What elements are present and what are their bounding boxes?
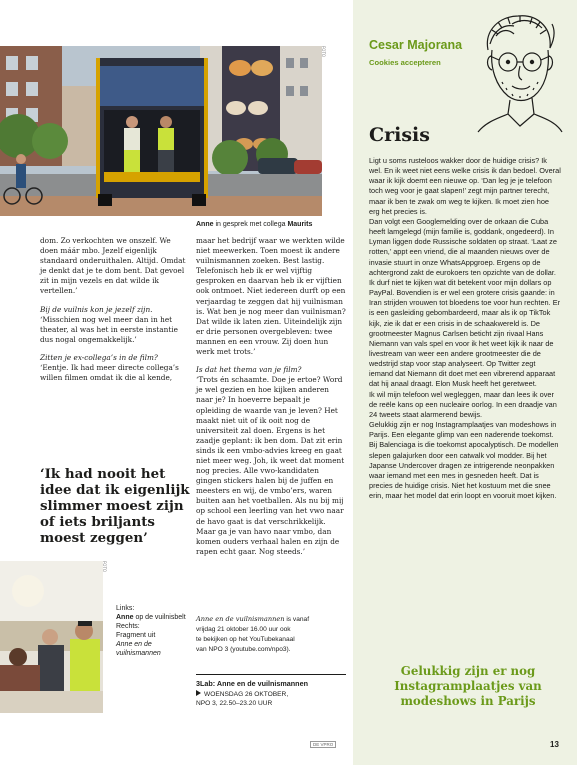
- body-column-middle: [196, 236, 346, 557]
- canteen-photo: [0, 561, 103, 713]
- publisher-mark: DE VPRO: [310, 741, 336, 748]
- film-title: Anne en de vuilnismannen: [196, 615, 285, 623]
- interview-question: Zitten je ex-collega’s in de film?: [40, 352, 158, 362]
- paragraph: ‘Misschien nog wel meer dan in het theater, al was het in eerste instantie dus nogal ongemakkelijk.’: [40, 314, 178, 344]
- photo-credit: FOTO: [102, 561, 107, 573]
- pull-quote: ‘Ik had nooit het idee dat ik eigenlijk slimmer moest zijn of iets briljants moest zeggen’: [40, 466, 190, 546]
- body-column-left: [40, 236, 190, 383]
- column-title: Crisis: [369, 124, 430, 146]
- broadcast-title: 3Lab: Anne en de vuilnismannen: [196, 679, 308, 688]
- viewing-text: is vanaf: [284, 616, 310, 623]
- paragraph: ‘Eentje. Ik had meer directe collega’s willen filmen omdat ik die al kende,: [40, 363, 179, 383]
- column-paragraph: Dan volgt een Googlemelding over de orkaan die Cuba heeft lamgelegd (mijn familie is, goddank, ongedeerd). In Lyman liggen dode Russische soldaten op straat. ‘Laat ze rotten,’ appt een vriend, die al maanden nieuws over de invasie stuurt in onze WhatsAppgroep. Ergens op de achtergrond zakt de eurokoers ten opzichte van de dollar.: [369, 216, 557, 277]
- viewing-text: van NPO 3 (youtube.com/npo3).: [196, 646, 291, 653]
- interview-question: Is dat het thema van je film?: [196, 365, 302, 375]
- caption-label-left: Links:: [116, 605, 135, 612]
- column-pull-quote: Gelukkig zijn er nog Instagramplaatjes van modeshows in Parijs: [394, 664, 542, 708]
- viewing-text: te bekijken op het YouTubekanaal: [196, 636, 295, 643]
- paragraph: dom. Zo verkochten we onszelf. We doen máár mbo. Jezelf eigenlijk standaard onderuithalen. Altijd. Omdat je denkt dat je te dom bent. Dat gevoel zit in mijn vezels en dat wilde ik vertellen.’: [40, 236, 186, 296]
- broadcast-day: WOENSDAG 26 OKTOBER,: [204, 691, 289, 698]
- photo-caption: [196, 220, 326, 229]
- paragraph: ‘Trots én schaamte. Doe je ertoe? Word je wel gezien en hoe kijken anderen naar je? In hoeverre bepaalt je opleiding de waarde van je leven? Het maakt niet uit of ik ooit nog de universiteit zal doen. Ergens is het zaadje geplant: ik ben dom. Dat zit erin sinds ik een vmbo-advies kreeg en gaat niet meer weg. Joh, ik weet dat moment nog precies. Alle vwo-kandidaten gingen stickers halen bij de juffen en meesters en wij, de vmbo’ers, waren buiten aan het voetballen. Als nu bij mij op school een leerling van het vwo naar de havo gaat is dat verschrikkelijk. Maar ga je van havo naar vmbo, dan komen ouders verhaal halen en zijn de rapen echt gaar. Nog steeds.’: [196, 375, 345, 556]
- caption-name-2: Maurits: [287, 221, 313, 228]
- column-paragraph: Ik wil mijn telefoon wel wegleggen, maar dan lees ik over de reële kans op een nucleaire oorlog. In een draadje van 24 tweets staat alarmerend bewijs.: [369, 389, 557, 419]
- photo-credit: FOTO: [321, 46, 326, 58]
- page-number: 13: [550, 740, 559, 749]
- photo-caption-bottom: [116, 604, 188, 658]
- viewing-info: [196, 614, 346, 655]
- column-author: Cesar Majorana: [369, 38, 463, 52]
- column-paragraph: Ik durf niet te kijken wat dit betekent voor mijn dollars op PayPal. Bovendien is er wel een grotere crisis gaande: in Iran strijden vrouwen tot bloedens toe voor hun rechten. Er is een gasleiding gebombardeerd, maar als ik op TikTok kijk, zie ik dat er een crisis in de schaakwereld is. De grootmeester Magnus Carlsen beticht zijn rivaal Hans Niemann van vals spel en voor ik het weet kijk ik naar de livestream van weer een andere grootmeester die de wedstrijd stap voor stap analyseert. Op Twitter zegt iemand dat Niemann dit doet met een vibrerend apparaat dat hij anaal draagt. Elon Musk heeft het geretweet.: [369, 277, 561, 389]
- paragraph: maar het bedrijf waar we werkten wilde niet meewerken. Toen moest ik andere vuilnismannen zoeken. Best lastig. Telefonisch heb ik er wel vijftig gesproken en daarvan heb ik er vijftien ook ontmoet. Niet iedereen durft op een verjaardag te zeggen dat hij vuilnisman is. Wat ben je nog meer dan vuilnisman? Dat wilde ik laten zien. Uiteindelijk zijn er drie personen overgebleven: twee mannen en een vrouw. Zij doen hun werk met trots.’: [196, 236, 346, 357]
- column-body: [369, 156, 561, 501]
- broadcast-box: [196, 674, 346, 708]
- viewing-text: vrijdag 21 oktober 16.00 uur ook: [196, 626, 291, 633]
- play-icon: [196, 690, 201, 696]
- garbage-truck-photo: [0, 46, 322, 216]
- column-paragraph: Gelukkig zijn er nog Instagramplaatjes van modeshows in Parijs. Een elegante glimp van een naderende toekomst. Bij Balenciaga is die toekomst apocalyptisch. De modellen slepen galajurken door een catwalk vol modder. Bij het Japanse Undercover dragen ze intrigerende neonpakken waar iemand met een mes in gesneden heeft. Dat is precies de huidige crisis. Niet het kostuum met die snee erin, maar het model dat erin loopt en vooruit moet kijken.: [369, 420, 559, 501]
- caption-text: op de vuilnisbelt: [133, 614, 186, 621]
- column-paragraph: Ligt u soms rusteloos wakker door de huidige crisis? Ik wel. En ik weet niet eens welke crisis ik dan bedoel. Overal waar ik kijk doemt een nieuwe op. ‘Dan leg je je telefoon toch weg voor je gaat slapen!’ zegt mijn partner terecht, maar ik ben te zwak om weg te kijken. Ik moet zien hoe erg het precies is.: [369, 156, 561, 216]
- interview-question: Bij de vuilnis kon je jezelf zijn.: [40, 304, 153, 314]
- author-portrait-illustration: [474, 10, 564, 134]
- broadcast-time: [196, 690, 346, 708]
- broadcast-slot: NPO 3, 22.50–23.20 UUR: [196, 700, 273, 707]
- caption-text: Fragment uit: [116, 632, 156, 639]
- column-name: Cookies accepteren: [369, 58, 441, 67]
- caption-name: Anne: [196, 221, 214, 228]
- caption-text: in gesprek met collega: [213, 221, 288, 228]
- caption-label-right: Rechts:: [116, 623, 140, 630]
- caption-name: Anne: [116, 614, 134, 621]
- caption-film-title: Anne en de vuilnismannen: [116, 641, 161, 657]
